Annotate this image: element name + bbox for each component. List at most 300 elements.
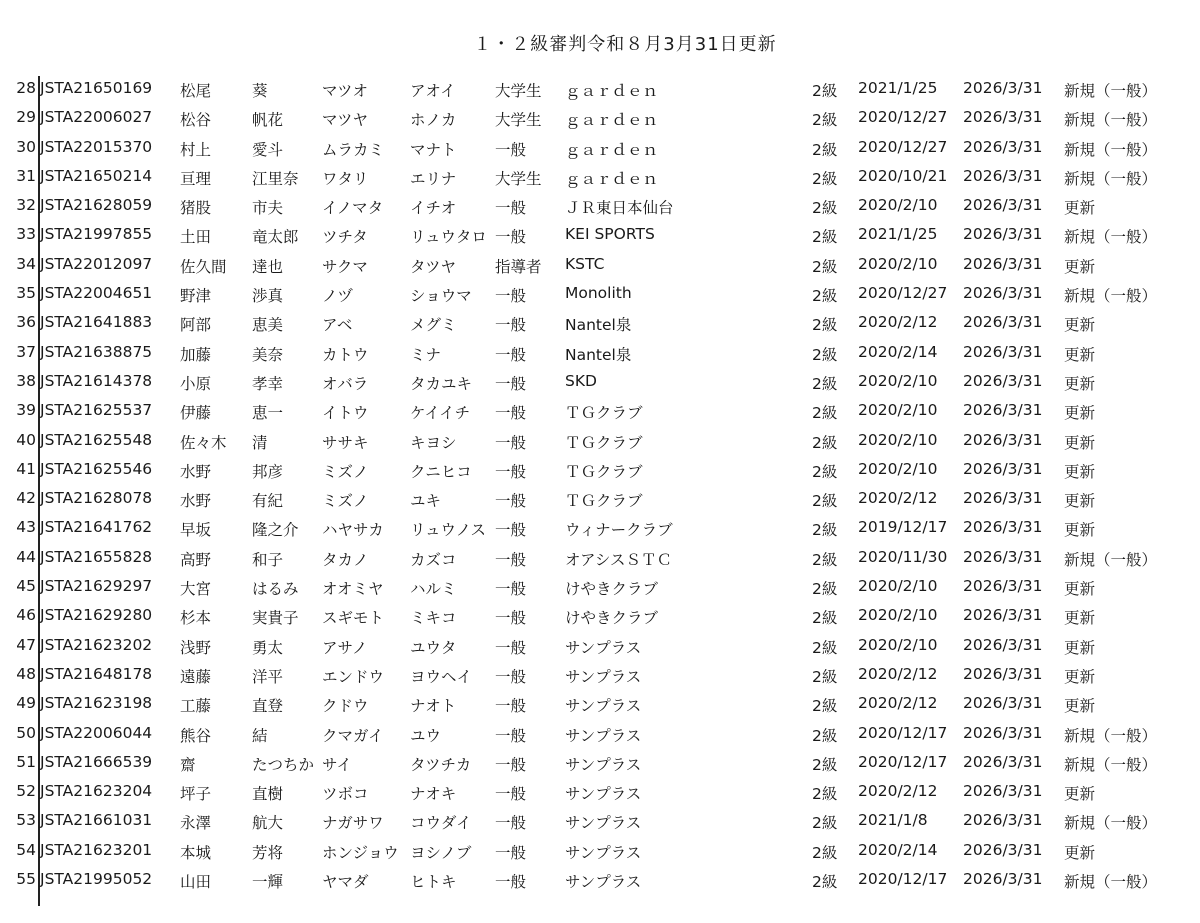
grade: 2級 bbox=[812, 140, 838, 159]
registration-date: 2020/2/10 bbox=[858, 459, 938, 478]
given-name: 美奈 bbox=[252, 345, 284, 364]
status: 更新 bbox=[1064, 785, 1096, 804]
club-name: サンプラス bbox=[565, 697, 642, 716]
surname: 浅野 bbox=[180, 638, 212, 657]
grade: 2級 bbox=[812, 228, 838, 247]
expiry-date: 2026/3/31 bbox=[963, 137, 1043, 156]
kana-surname: ナガサワ bbox=[322, 814, 384, 833]
row-number: 28 bbox=[16, 79, 36, 97]
registration-date: 2020/10/21 bbox=[858, 166, 948, 185]
given-name: 直樹 bbox=[252, 785, 284, 804]
kana-given-name: リュウノス bbox=[410, 521, 486, 540]
table-row bbox=[0, 279, 1200, 308]
expiry-date: 2026/3/31 bbox=[963, 108, 1043, 127]
expiry-date: 2026/3/31 bbox=[963, 225, 1043, 244]
kana-surname: ムラカミ bbox=[322, 140, 385, 159]
expiry-date: 2026/3/31 bbox=[963, 723, 1043, 742]
kana-surname: ツチタ bbox=[322, 228, 368, 247]
club-name: Nantel泉 bbox=[565, 345, 632, 364]
expiry-date: 2026/3/31 bbox=[963, 782, 1043, 801]
category: 一般 bbox=[495, 609, 527, 628]
status: 新規（一般） bbox=[1064, 814, 1158, 833]
table-row bbox=[0, 660, 1200, 689]
registration-date: 2020/2/10 bbox=[858, 254, 938, 273]
grade: 2級 bbox=[812, 492, 838, 511]
expiry-date: 2026/3/31 bbox=[963, 811, 1043, 830]
table-row bbox=[0, 865, 1200, 894]
given-name: 和子 bbox=[252, 550, 284, 569]
given-name: 葵 bbox=[252, 82, 268, 100]
category: 一般 bbox=[495, 404, 527, 423]
kana-given-name: エリナ bbox=[410, 169, 457, 188]
status: 更新 bbox=[1064, 492, 1096, 511]
member-id: JSTA21641883 bbox=[40, 313, 153, 332]
registration-date: 2020/2/14 bbox=[858, 840, 938, 859]
kana-given-name: ナオキ bbox=[410, 785, 457, 804]
category: 大学生 bbox=[495, 169, 542, 188]
table-row bbox=[0, 719, 1200, 748]
row-number: 44 bbox=[16, 547, 36, 566]
category: 一般 bbox=[495, 199, 527, 218]
grade: 2級 bbox=[812, 814, 838, 833]
category: 大学生 bbox=[495, 111, 542, 130]
club-name: サンプラス bbox=[565, 726, 642, 745]
grade: 2級 bbox=[812, 638, 838, 657]
row-number: 36 bbox=[16, 313, 36, 332]
category: 一般 bbox=[495, 726, 527, 745]
category: 一般 bbox=[495, 316, 527, 335]
club-name: ｇａｒｄｅｎ bbox=[565, 140, 659, 159]
grade: 2級 bbox=[812, 345, 838, 364]
row-number: 30 bbox=[16, 137, 36, 156]
registration-date: 2020/2/10 bbox=[858, 577, 938, 596]
table-row bbox=[0, 308, 1200, 337]
table-row bbox=[0, 836, 1200, 865]
registration-date: 2020/2/12 bbox=[858, 313, 938, 332]
kana-given-name: リュウタロ bbox=[410, 228, 487, 247]
given-name: 市夫 bbox=[252, 199, 284, 218]
expiry-date: 2026/3/31 bbox=[963, 79, 1043, 97]
expiry-date: 2026/3/31 bbox=[963, 577, 1043, 596]
member-id: JSTA21666539 bbox=[40, 752, 153, 771]
category: 一般 bbox=[495, 843, 527, 862]
registration-date: 2021/1/8 bbox=[858, 811, 928, 830]
expiry-date: 2026/3/31 bbox=[963, 752, 1043, 771]
club-name: サンプラス bbox=[565, 667, 642, 686]
category: 大学生 bbox=[495, 82, 542, 100]
grade: 2級 bbox=[812, 257, 838, 276]
grade: 2級 bbox=[812, 785, 838, 804]
given-name: 実貴子 bbox=[252, 609, 299, 628]
grade: 2級 bbox=[812, 609, 838, 628]
expiry-date: 2026/3/31 bbox=[963, 459, 1043, 478]
club-name: サンプラス bbox=[565, 814, 642, 833]
row-number: 29 bbox=[16, 108, 36, 127]
member-id: JSTA21629297 bbox=[40, 577, 153, 596]
expiry-date: 2026/3/31 bbox=[963, 254, 1043, 273]
status: 更新 bbox=[1064, 316, 1096, 335]
expiry-date: 2026/3/31 bbox=[963, 313, 1043, 332]
status: 更新 bbox=[1064, 580, 1096, 599]
expiry-date: 2026/3/31 bbox=[963, 694, 1043, 713]
row-number: 55 bbox=[16, 870, 36, 889]
given-name: 直登 bbox=[252, 697, 284, 716]
category: 一般 bbox=[495, 345, 527, 364]
club-name: ｇａｒｄｅｎ bbox=[565, 82, 659, 100]
surname: 坪子 bbox=[180, 785, 212, 804]
member-id: JSTA21625548 bbox=[40, 430, 153, 449]
given-name: 孝幸 bbox=[252, 374, 284, 393]
registration-date: 2019/12/17 bbox=[858, 518, 948, 537]
status: 更新 bbox=[1064, 433, 1096, 452]
table-row bbox=[0, 250, 1200, 279]
grade: 2級 bbox=[812, 726, 838, 745]
registration-date: 2020/2/10 bbox=[858, 606, 938, 625]
given-name: はるみ bbox=[252, 580, 299, 599]
status: 更新 bbox=[1064, 345, 1096, 364]
club-name: ｇａｒｄｅｎ bbox=[565, 169, 659, 188]
surname: 阿部 bbox=[180, 316, 212, 335]
kana-given-name: マナト bbox=[410, 140, 457, 159]
status: 更新 bbox=[1064, 697, 1096, 716]
category: 一般 bbox=[495, 580, 527, 599]
given-name: 隆之介 bbox=[252, 521, 299, 540]
expiry-date: 2026/3/31 bbox=[963, 606, 1043, 625]
given-name: 恵美 bbox=[252, 316, 284, 335]
club-name: ＴＧクラブ bbox=[565, 433, 643, 452]
kana-given-name: アオイ bbox=[410, 82, 456, 100]
surname: 野津 bbox=[180, 287, 212, 306]
member-id: JSTA21628059 bbox=[40, 196, 153, 215]
expiry-date: 2026/3/31 bbox=[963, 870, 1043, 889]
kana-surname: タカノ bbox=[322, 550, 369, 569]
club-name: けやきクラブ bbox=[565, 580, 659, 599]
registration-date: 2020/12/27 bbox=[858, 284, 948, 303]
status: 新規（一般） bbox=[1064, 82, 1158, 100]
surname: 松谷 bbox=[180, 111, 212, 130]
club-name: サンプラス bbox=[565, 755, 642, 774]
kana-surname: クマガイ bbox=[322, 726, 384, 745]
surname: 山田 bbox=[180, 873, 212, 892]
row-number: 49 bbox=[16, 694, 36, 713]
surname: 本城 bbox=[180, 843, 212, 862]
expiry-date: 2026/3/31 bbox=[963, 518, 1043, 537]
member-id: JSTA21614378 bbox=[40, 371, 153, 390]
member-id: JSTA21650214 bbox=[40, 166, 153, 185]
table-row bbox=[0, 220, 1200, 249]
member-id: JSTA21995052 bbox=[40, 870, 153, 889]
kana-surname: サイ bbox=[322, 755, 352, 774]
grade: 2級 bbox=[812, 873, 838, 892]
category: 一般 bbox=[495, 374, 527, 393]
kana-surname: ミズノ bbox=[322, 492, 369, 511]
kana-surname: スギモト bbox=[322, 609, 385, 628]
given-name: 帆花 bbox=[252, 111, 284, 130]
status: 新規（一般） bbox=[1064, 287, 1158, 306]
table-row bbox=[0, 367, 1200, 396]
status: 更新 bbox=[1064, 843, 1096, 862]
member-id: JSTA21623198 bbox=[40, 694, 153, 713]
table-row bbox=[0, 689, 1200, 718]
surname: 齋 bbox=[180, 755, 196, 774]
grade: 2級 bbox=[812, 550, 838, 569]
grade: 2級 bbox=[812, 374, 838, 393]
member-id: JSTA22015370 bbox=[40, 137, 153, 156]
kana-given-name: キヨシ bbox=[410, 433, 457, 452]
table-row bbox=[0, 748, 1200, 777]
kana-surname: マツヤ bbox=[322, 111, 369, 130]
kana-surname: クドウ bbox=[322, 697, 369, 716]
surname: 水野 bbox=[180, 492, 212, 511]
grade: 2級 bbox=[812, 755, 838, 774]
table-row bbox=[0, 484, 1200, 513]
expiry-date: 2026/3/31 bbox=[963, 635, 1043, 654]
category: 一般 bbox=[495, 638, 527, 657]
surname: 土田 bbox=[180, 228, 212, 247]
grade: 2級 bbox=[812, 843, 838, 862]
registration-date: 2020/2/10 bbox=[858, 401, 938, 420]
status: 更新 bbox=[1064, 667, 1096, 686]
category: 一般 bbox=[495, 492, 527, 511]
expiry-date: 2026/3/31 bbox=[963, 840, 1043, 859]
status: 更新 bbox=[1064, 199, 1096, 218]
grade: 2級 bbox=[812, 667, 838, 686]
table-row bbox=[0, 191, 1200, 220]
kana-given-name: ショウマ bbox=[410, 287, 472, 306]
given-name: 結 bbox=[252, 726, 268, 745]
registration-date: 2020/2/12 bbox=[858, 489, 938, 508]
expiry-date: 2026/3/31 bbox=[963, 547, 1043, 566]
category: 一般 bbox=[495, 814, 527, 833]
grade: 2級 bbox=[812, 404, 838, 423]
surname: 小原 bbox=[180, 374, 212, 393]
status: 新規（一般） bbox=[1064, 755, 1158, 774]
expiry-date: 2026/3/31 bbox=[963, 284, 1043, 303]
expiry-date: 2026/3/31 bbox=[963, 489, 1043, 508]
kana-surname: サクマ bbox=[322, 257, 368, 276]
member-id: JSTA22006027 bbox=[40, 108, 153, 127]
kana-given-name: タツヤ bbox=[410, 257, 457, 276]
registration-date: 2020/12/27 bbox=[858, 137, 948, 156]
surname: 熊谷 bbox=[180, 726, 212, 745]
status: 新規（一般） bbox=[1064, 169, 1158, 188]
kana-surname: ササキ bbox=[322, 433, 369, 452]
surname: 永澤 bbox=[180, 814, 212, 833]
grade: 2級 bbox=[812, 169, 838, 188]
member-id: JSTA21650169 bbox=[40, 79, 153, 97]
club-name: Monolith bbox=[565, 284, 632, 303]
kana-given-name: ホノカ bbox=[410, 111, 457, 130]
member-id: JSTA21628078 bbox=[40, 489, 153, 508]
given-name: 渉真 bbox=[252, 287, 284, 306]
kana-given-name: ユキ bbox=[410, 492, 442, 511]
status: 更新 bbox=[1064, 404, 1096, 423]
club-name: サンプラス bbox=[565, 873, 642, 892]
status: 更新 bbox=[1064, 462, 1096, 481]
kana-given-name: コウダイ bbox=[410, 814, 472, 833]
document-title: １・２級審判令和８月3月31日更新 bbox=[473, 34, 777, 55]
member-id: JSTA21629280 bbox=[40, 606, 153, 625]
member-id: JSTA21638875 bbox=[40, 342, 153, 361]
registration-date: 2020/12/17 bbox=[858, 752, 948, 771]
table-row bbox=[0, 133, 1200, 162]
table-row bbox=[0, 777, 1200, 806]
surname: 工藤 bbox=[180, 697, 212, 716]
table-row bbox=[0, 543, 1200, 572]
expiry-date: 2026/3/31 bbox=[963, 371, 1043, 390]
registration-date: 2020/2/12 bbox=[858, 694, 938, 713]
given-name: たつちか bbox=[252, 755, 315, 774]
expiry-date: 2026/3/31 bbox=[963, 166, 1043, 185]
row-number: 41 bbox=[16, 459, 36, 478]
grade: 2級 bbox=[812, 462, 838, 481]
surname: 水野 bbox=[180, 462, 212, 481]
row-number: 39 bbox=[16, 401, 36, 420]
surname: 杉本 bbox=[180, 609, 212, 628]
registration-date: 2020/2/10 bbox=[858, 371, 938, 390]
category: 一般 bbox=[495, 667, 527, 686]
kana-surname: オオミヤ bbox=[322, 580, 384, 599]
status: 新規（一般） bbox=[1064, 228, 1158, 247]
table-row bbox=[0, 396, 1200, 425]
row-number: 37 bbox=[16, 342, 36, 361]
given-name: 恵一 bbox=[252, 404, 284, 423]
category: 一般 bbox=[495, 755, 527, 774]
kana-given-name: イチオ bbox=[410, 199, 457, 218]
given-name: 邦彦 bbox=[252, 462, 284, 481]
row-number: 43 bbox=[16, 518, 36, 537]
kana-given-name: ユウタ bbox=[410, 638, 457, 657]
kana-surname: ホンジョウ bbox=[322, 843, 399, 862]
surname: 加藤 bbox=[180, 345, 212, 364]
given-name: 江里奈 bbox=[252, 169, 299, 188]
club-name: けやきクラブ bbox=[565, 609, 659, 628]
grade: 2級 bbox=[812, 287, 838, 306]
surname: 佐久間 bbox=[180, 257, 227, 276]
category: 一般 bbox=[495, 433, 527, 452]
grade: 2級 bbox=[812, 580, 838, 599]
table-row bbox=[0, 513, 1200, 542]
kana-given-name: ミナ bbox=[410, 345, 442, 364]
row-number: 31 bbox=[16, 166, 36, 185]
member-id: JSTA21625537 bbox=[40, 401, 153, 420]
kana-surname: ツボコ bbox=[322, 785, 369, 804]
row-number: 46 bbox=[16, 606, 36, 625]
registration-date: 2020/2/14 bbox=[858, 342, 938, 361]
row-number: 47 bbox=[16, 635, 36, 654]
given-name: 洋平 bbox=[252, 667, 284, 686]
kana-surname: オバラ bbox=[322, 374, 369, 393]
grade: 2級 bbox=[812, 111, 838, 130]
surname: 猪股 bbox=[180, 199, 212, 218]
registration-date: 2020/11/30 bbox=[858, 547, 948, 566]
table-row bbox=[0, 426, 1200, 455]
row-number: 45 bbox=[16, 577, 36, 596]
status: 更新 bbox=[1064, 638, 1096, 657]
kana-given-name: クニヒコ bbox=[410, 462, 472, 481]
expiry-date: 2026/3/31 bbox=[963, 430, 1043, 449]
grade: 2級 bbox=[812, 199, 838, 218]
given-name: 竜太郎 bbox=[252, 228, 299, 247]
status: 新規（一般） bbox=[1064, 111, 1158, 130]
category: 一般 bbox=[495, 228, 527, 247]
surname: 佐々木 bbox=[180, 433, 227, 452]
surname: 亘理 bbox=[180, 169, 212, 188]
category: 一般 bbox=[495, 140, 527, 159]
table-row bbox=[0, 631, 1200, 660]
category: 一般 bbox=[495, 550, 527, 569]
kana-surname: アベ bbox=[322, 316, 353, 335]
given-name: 芳将 bbox=[252, 843, 284, 862]
member-id: JSTA21648178 bbox=[40, 664, 153, 683]
given-name: 有紀 bbox=[252, 492, 284, 511]
kana-given-name: ヨウヘイ bbox=[410, 667, 473, 686]
club-name: KSTC bbox=[565, 254, 605, 273]
given-name: 一輝 bbox=[252, 873, 284, 892]
table-row bbox=[0, 601, 1200, 630]
referee-list bbox=[0, 74, 1200, 894]
status: 新規（一般） bbox=[1064, 140, 1158, 159]
row-number: 33 bbox=[16, 225, 36, 244]
table-row bbox=[0, 74, 1200, 103]
registration-date: 2021/1/25 bbox=[858, 79, 938, 97]
status: 新規（一般） bbox=[1064, 726, 1158, 745]
kana-surname: イトウ bbox=[322, 404, 369, 423]
table-row bbox=[0, 572, 1200, 601]
club-name: KEI SPORTS bbox=[565, 225, 655, 244]
table-row bbox=[0, 338, 1200, 367]
category: 一般 bbox=[495, 287, 527, 306]
given-name: 愛斗 bbox=[252, 140, 284, 159]
registration-date: 2020/12/17 bbox=[858, 723, 948, 742]
kana-given-name: ユウ bbox=[410, 726, 442, 745]
category: 一般 bbox=[495, 873, 527, 892]
table-row bbox=[0, 455, 1200, 484]
club-name: ＴＧクラブ bbox=[565, 462, 643, 481]
table-row bbox=[0, 162, 1200, 191]
surname: 大宮 bbox=[180, 580, 212, 599]
status: 更新 bbox=[1064, 521, 1096, 540]
category: 一般 bbox=[495, 697, 527, 716]
category: 一般 bbox=[495, 785, 527, 804]
registration-date: 2020/2/10 bbox=[858, 635, 938, 654]
kana-given-name: ヒトキ bbox=[410, 873, 457, 892]
kana-surname: ノヅ bbox=[322, 287, 354, 306]
club-name: オアシスＳＴＣ bbox=[565, 550, 672, 569]
registration-date: 2020/12/27 bbox=[858, 108, 948, 127]
expiry-date: 2026/3/31 bbox=[963, 664, 1043, 683]
given-name: 航大 bbox=[252, 814, 284, 833]
kana-surname: ワタリ bbox=[322, 169, 369, 188]
given-name: 達也 bbox=[252, 257, 284, 276]
row-number: 34 bbox=[16, 254, 36, 273]
member-id: JSTA21623201 bbox=[40, 840, 153, 859]
grade: 2級 bbox=[812, 697, 838, 716]
club-name: サンプラス bbox=[565, 638, 642, 657]
club-name: ｇａｒｄｅｎ bbox=[565, 111, 659, 130]
status: 更新 bbox=[1064, 374, 1096, 393]
row-number: 53 bbox=[16, 811, 36, 830]
row-number: 52 bbox=[16, 782, 36, 801]
status: 新規（一般） bbox=[1064, 550, 1158, 569]
member-id: JSTA22004651 bbox=[40, 284, 153, 303]
row-number: 42 bbox=[16, 489, 36, 508]
registration-date: 2020/2/12 bbox=[858, 664, 938, 683]
row-number: 38 bbox=[16, 371, 36, 390]
kana-given-name: ナオト bbox=[410, 697, 457, 716]
member-id: JSTA22012097 bbox=[40, 254, 153, 273]
member-id: JSTA21655828 bbox=[40, 547, 153, 566]
